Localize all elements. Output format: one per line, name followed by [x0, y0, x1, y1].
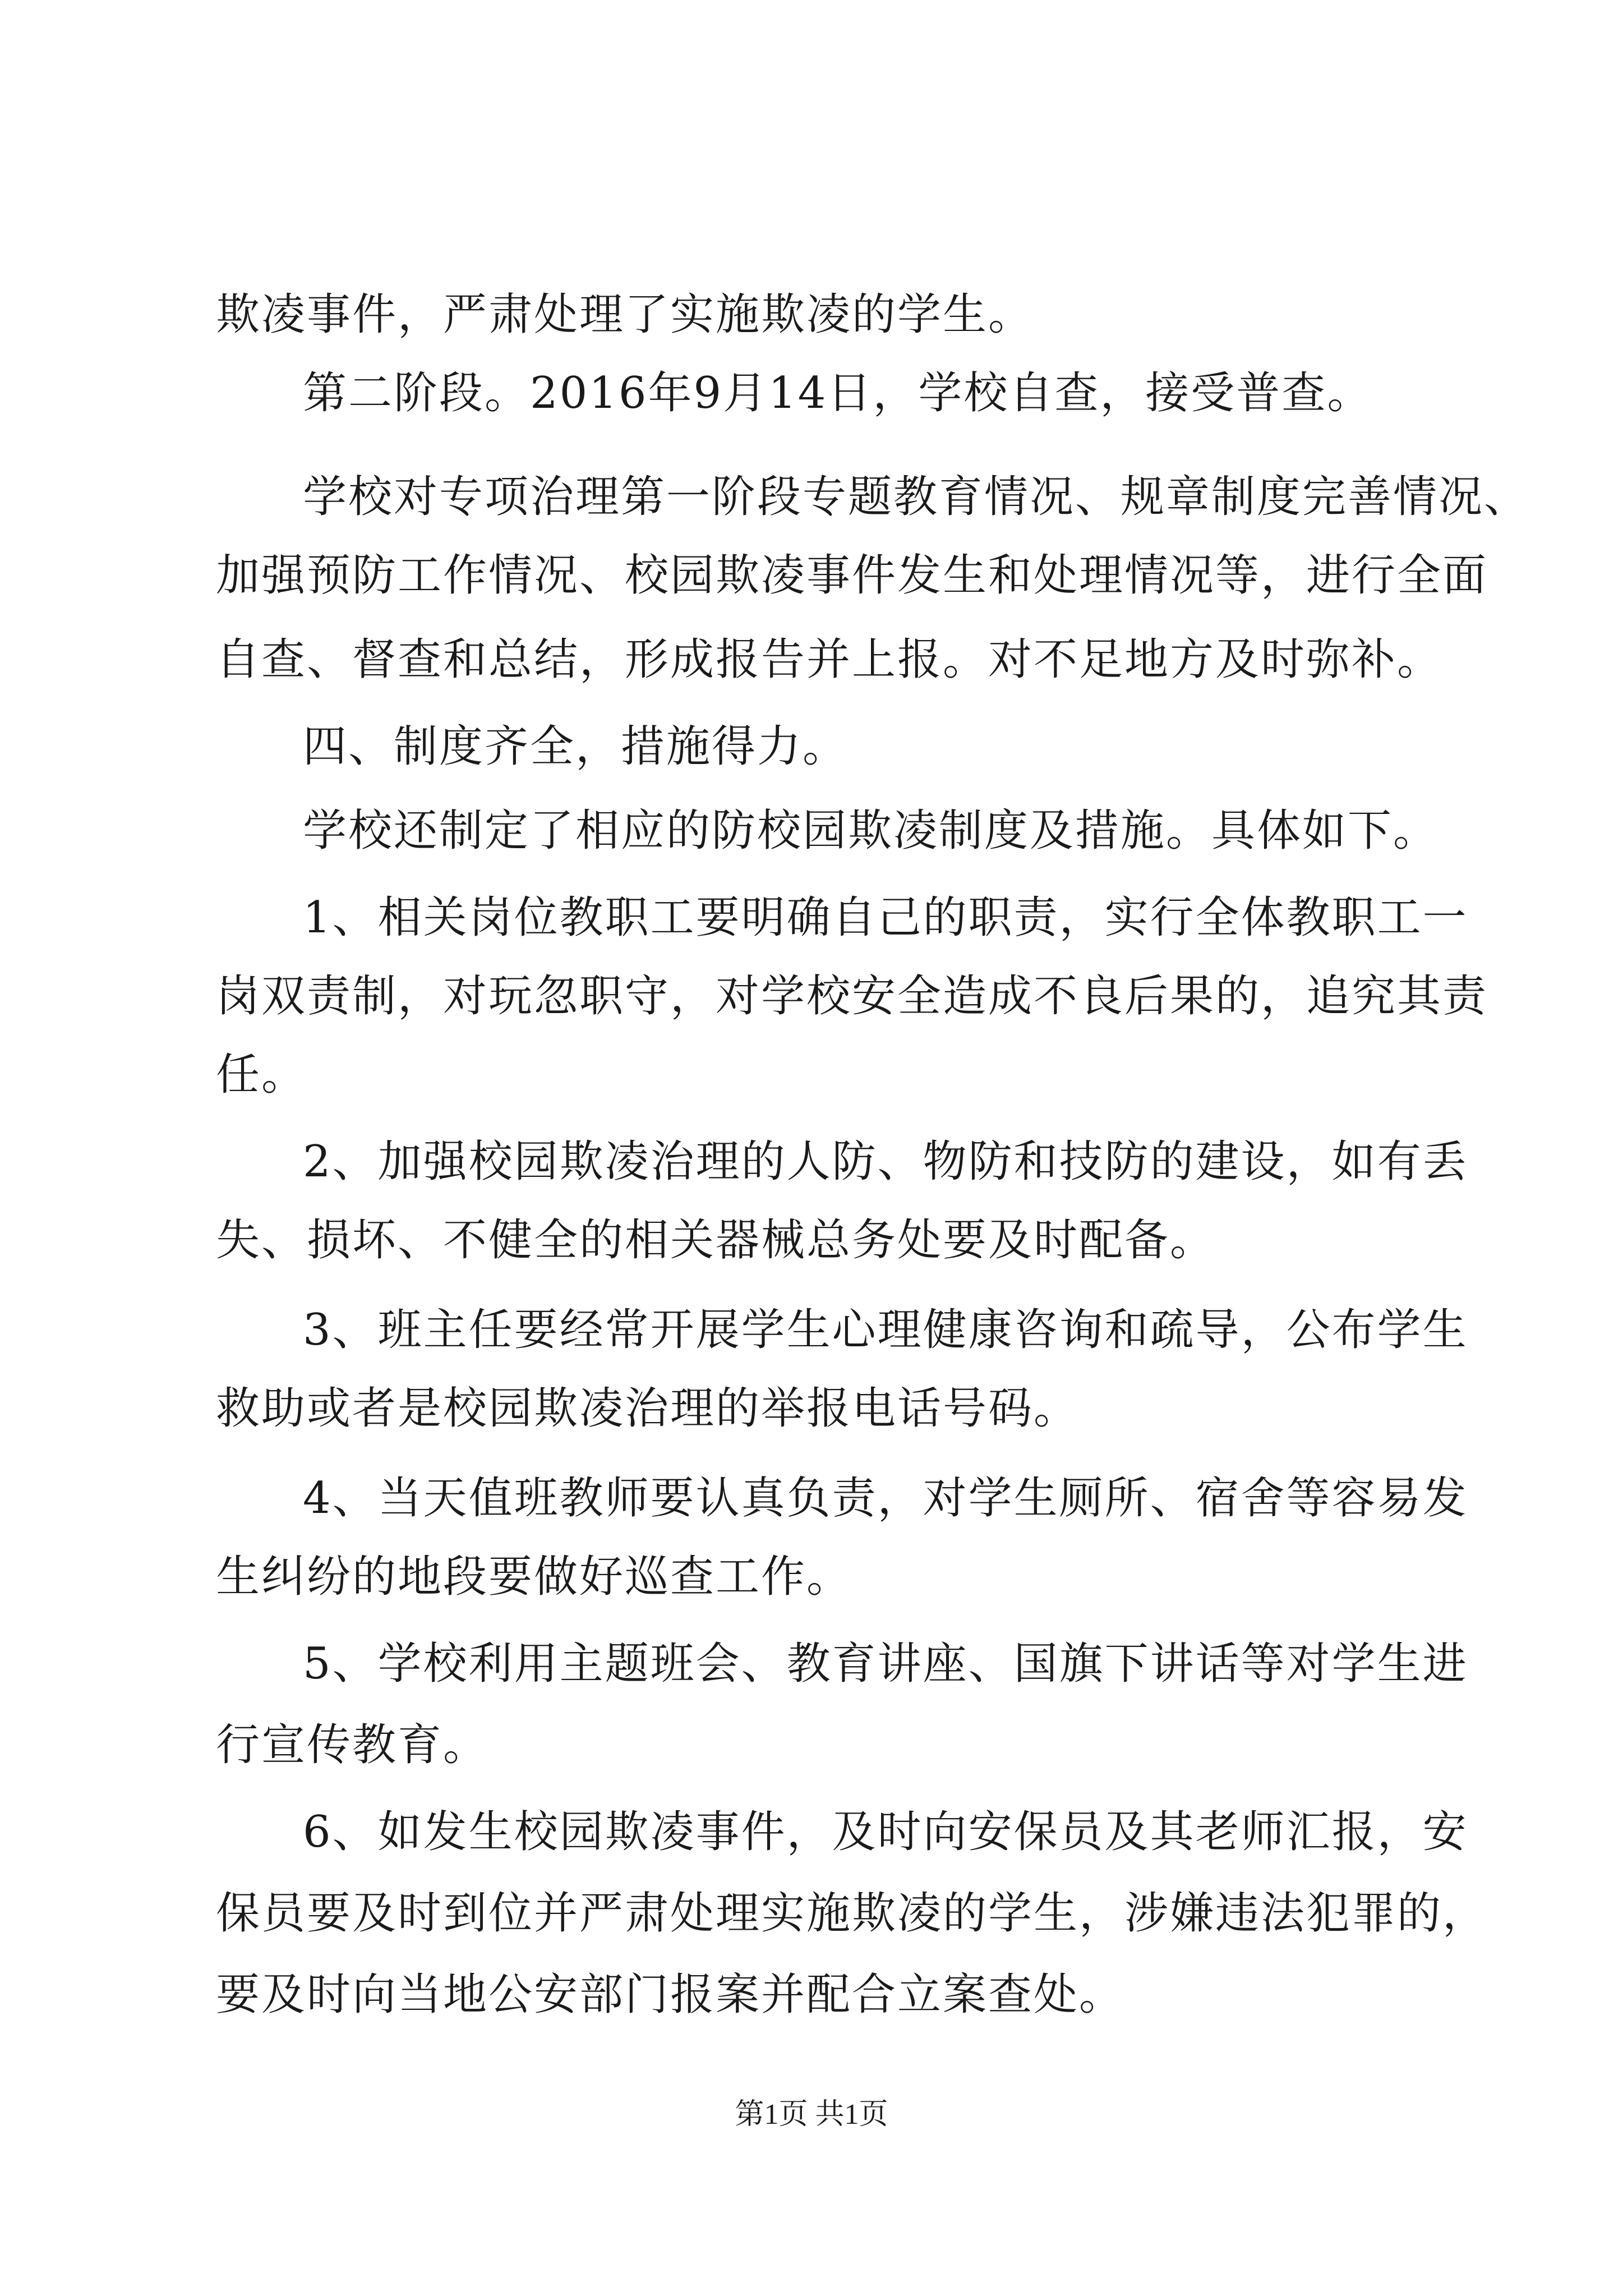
text-line: 自查、督查和总结，形成报告并上报。对不足地方及时弥补。 — [216, 634, 1443, 685]
text-line: 6、如发生校园欺凌事件，及时向安保员及其老师汇报，安 — [303, 1807, 1468, 1857]
text-line: 1、相关岗位教职工要明确自己的职责，实行全体教职工一 — [303, 892, 1468, 943]
text-line: 4、当天值班教师要认真负责，对学生厕所、宿舍等容易发 — [303, 1473, 1468, 1524]
text-line: 5、学校利用主题班会、教育讲座、国旗下讲话等对学生进 — [303, 1639, 1468, 1689]
text-line: 2、加强校园欺凌治理的人防、物防和技防的建设，如有丢 — [303, 1137, 1468, 1187]
text-line: 生纠纷的地段要做好巡查工作。 — [216, 1552, 852, 1602]
text-line: 第二阶段。2016年9月14日，学校自查，接受普查。 — [303, 368, 1373, 418]
text-line: 3、班主任要经常开展学生心理健康咨询和疏导，公布学生 — [303, 1305, 1468, 1355]
text-line: 任。 — [216, 1050, 307, 1100]
text-line: 加强预防工作情况、校园欺凌事件发生和处理情况等，进行全面 — [216, 550, 1488, 601]
text-line: 欺凌事件，严肃处理了实施欺凌的学生。 — [216, 289, 1034, 340]
text-line: 失、损坏、不健全的相关器械总务处要及时配备。 — [216, 1215, 1216, 1266]
text-line: 学校对专项治理第一阶段专题教育情况、规章制度完善情况、 — [303, 472, 1530, 522]
page-footer: 第1页 共1页 — [735, 2099, 888, 2131]
text-line: 保员要及时到位并严肃处理实施欺凌的学生，涉嫌违法犯罪的， — [216, 1888, 1488, 1939]
text-line: 行宣传教育。 — [216, 1720, 489, 1770]
text-line: 四、制度齐全，措施得力。 — [303, 721, 849, 772]
text-line: 岗双责制，对玩忽职守，对学校安全造成不良后果的，追究其责 — [216, 971, 1488, 1022]
text-line: 要及时向当地公安部门报案并配合立案查处。 — [216, 1970, 1125, 2020]
text-line: 学校还制定了相应的防校园欺凌制度及措施。具体如下。 — [303, 806, 1439, 856]
text-line: 救助或者是校园欺凌治理的举报电话号码。 — [216, 1383, 1080, 1434]
